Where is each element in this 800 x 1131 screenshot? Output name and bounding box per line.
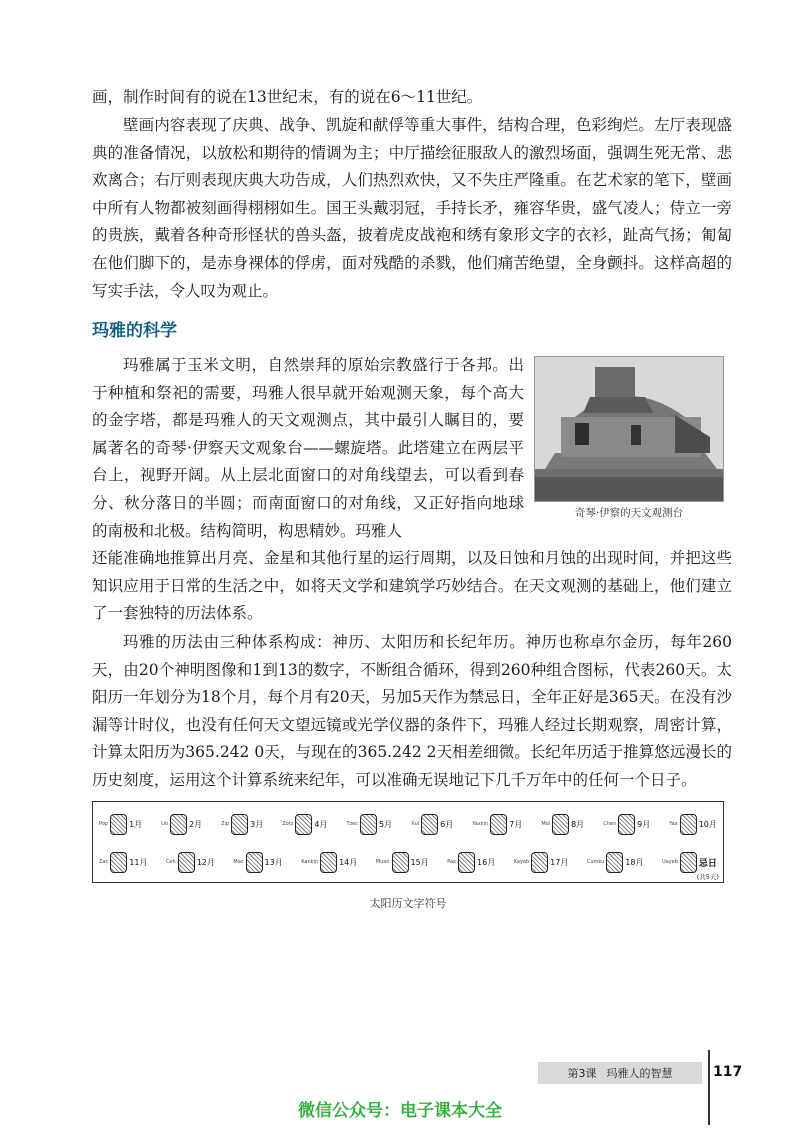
glyph-item [99, 852, 147, 873]
glyph-name: Mol [541, 821, 551, 827]
glyph-name: Yax [669, 821, 678, 827]
maya-glyph-icon [178, 852, 195, 873]
glyph-month: 1月 [129, 819, 143, 829]
glyph-item [447, 852, 495, 873]
glyph-month: 10月 [698, 819, 717, 829]
glyph-month: 13月 [264, 857, 283, 867]
glyph-month: 11月 [129, 857, 148, 867]
paragraph-astronomy: 还能准确地推算出月亮、金星和其他行星的运行周期，以及日蚀和月蚀的出现时间，并把这些知识应用于日常的生活之中，如将天文学和建筑学巧妙结合。在天文观测的基础上，他们建立了一套独特的历法体系。 [92, 549, 732, 623]
glyph-month: 17月 [550, 857, 569, 867]
maya-glyph-icon [360, 814, 377, 835]
glyph-name: Ceh [165, 859, 176, 865]
maya-glyph-icon [618, 814, 635, 835]
glyph-name: Uo [161, 821, 168, 827]
glyph-special-note: (共5天) [696, 872, 719, 881]
glyph-month: 18月 [625, 857, 644, 867]
glyph-name: Chen [603, 821, 617, 827]
glyph-month: 2月 [188, 819, 203, 829]
glyph-month: 15月 [410, 857, 429, 867]
maya-glyph-icon [552, 814, 569, 835]
maya-glyph-icon [392, 852, 409, 873]
glyph-month: 8月 [571, 819, 585, 829]
maya-glyph-icon [231, 814, 248, 835]
glyph-name: Zip [221, 821, 230, 827]
maya-glyph-icon [320, 852, 337, 873]
section-heading: 玛雅的科学 [92, 321, 177, 341]
glyph-name: Pop [99, 821, 109, 827]
glyph-month: 14月 [339, 857, 358, 867]
glyph-item [99, 814, 142, 835]
glyph-name: Zac [99, 859, 109, 865]
solar-calendar-glyphs [92, 801, 724, 883]
glyph-item [161, 814, 202, 835]
maya-glyph-icon [246, 852, 263, 873]
glyph-item [233, 852, 282, 873]
observatory-illustration [535, 357, 724, 502]
glyph-item [282, 814, 327, 835]
glyph-item [669, 814, 717, 835]
glyph-name: Mac [233, 859, 244, 865]
glyph-item [587, 852, 644, 873]
glyph-special-uayeb [661, 852, 719, 881]
watermark: 微信公众号：电子课本大全 [298, 1101, 502, 1121]
glyph-row-1 [99, 808, 717, 840]
glyph-name: Uayeb [661, 859, 678, 865]
glyph-month: 12月 [196, 857, 215, 867]
maya-glyph-icon [110, 852, 127, 873]
maya-glyph-icon [458, 852, 475, 873]
maya-glyph-icon [295, 814, 312, 835]
lesson-number: 第3课 [567, 1067, 597, 1080]
glyph-item [514, 852, 569, 873]
glyph-item [472, 814, 522, 835]
lesson-title: 玛雅人的智慧 [606, 1067, 673, 1080]
glyph-item [541, 814, 584, 835]
glyph-month: 7月 [509, 819, 523, 829]
page-number: 117 [713, 1064, 743, 1080]
glyph-month: 5月 [379, 819, 393, 829]
glyph-item [411, 814, 453, 835]
maya-glyph-icon [170, 814, 187, 835]
glyph-name: Kankin [301, 859, 319, 865]
paragraph-continuation: 画，制作时间有的说在13世纪末，有的说在6～11世纪。 [92, 88, 483, 106]
glyph-item [376, 852, 429, 873]
glyph-item [301, 852, 357, 873]
maya-glyph-icon [680, 814, 697, 835]
glyph-month: 6月 [440, 819, 454, 829]
glyph-name: Kayab [513, 859, 530, 865]
glyph-month: 9月 [637, 819, 651, 829]
glyph-name: Zotz [282, 821, 294, 827]
glyph-item [603, 814, 650, 835]
glyph-month: 16月 [477, 857, 496, 867]
paragraph-calendar: 玛雅的历法由三种体系构成：神历、太阳历和长纪年历。神历也称卓尔金历，每年260天，由20个神明图像和1到13的数字，不断组合循环，得到260种组合图标，代表260天。太阳历一年划分为18个月，每个月有20天，另加5天作为禁忌日，全年正好是365天。在没有沙漏等计时仪，也没有任何天文望远镜或光学仪器的条件下，玛雅人经过长期观察，周密计算，计算太阳历为365.242 0天，与现在的365.242 2天相差细微。长纪年历适于推算悠远漫长的历史刻度，运用这个计算系统来纪年，可以准确无误地记下几千万年中的任何一个日子。 [92, 633, 732, 789]
glyph-name: Xul [411, 821, 420, 827]
paragraph-observatory: 玛雅属于玉米文明，自然崇拜的原始宗教盛行于各邦。出于种植和祭祀的需要，玛雅人很早就开始观测天象，每个高大的金字塔，都是玛雅人的天文观测点，其中最引人瞩目的，要属著名的奇琴·伊察天文观象台——螺旋塔。此塔建立在两层平台上，视野开阔。从上层北面窗口的对角线望去，可以看到春分、秋分落日的半圆；而南面窗口的对角线，又正好指向地球的南极和北极。结构简明，构思精妙。玛雅人 [92, 356, 524, 540]
maya-glyph-icon [110, 814, 127, 835]
maya-glyph-icon [421, 814, 438, 835]
glyph-item [221, 814, 263, 835]
maya-glyph-icon [680, 852, 697, 873]
glyph-month: 3月 [250, 819, 264, 829]
glyph-name: Cumku [586, 859, 605, 865]
photo-caption: 奇琴·伊察的天文观测台 [574, 507, 684, 519]
paragraph-mural-description: 壁画内容表现了庆典、战争、凯旋和献俘等重大事件，结构合理，色彩绚烂。左厅表现盛典的准备情况，以放松和期待的情调为主；中厅描绘征服敌人的激烈场面，强调生死无常、悲欢离合；右厅则表现庆典大功告成，人们热烈欢快，又不失庄严隆重。在艺术家的笔下，壁画中所有人物都被刻画得栩栩如生。国王头戴羽冠，手持长矛，雍容华贵，盛气凌人；侍立一旁的贵族，戴着各种奇形怪状的兽头盔，披着虎皮战袍和绣有象形文字的衣衫，趾高气扬；匍匐在他们脚下的，是赤身裸体的俘虏，面对残酷的杀戮，他们痛苦绝望，全身颤抖。这样高超的写实手法，令人叹为观止。 [92, 116, 732, 300]
maya-glyph-icon [606, 852, 623, 873]
glyph-special-label: 忌日 [698, 858, 717, 869]
glyph-row-2 [99, 846, 719, 881]
glyph-name: Yaxkin [472, 821, 489, 827]
glyph-name: Pax [447, 859, 457, 865]
glyph-name: Tzec [346, 821, 359, 827]
glyph-caption: 太阳历文字符号 [369, 897, 447, 910]
observatory-photo [534, 356, 724, 502]
maya-glyph-icon [531, 852, 548, 873]
glyph-month: 4月 [314, 819, 328, 829]
glyph-item [166, 852, 215, 873]
lesson-footer [538, 1062, 702, 1084]
glyph-item [347, 814, 393, 835]
maya-glyph-icon [490, 814, 507, 835]
glyph-name: Muan [375, 859, 390, 865]
